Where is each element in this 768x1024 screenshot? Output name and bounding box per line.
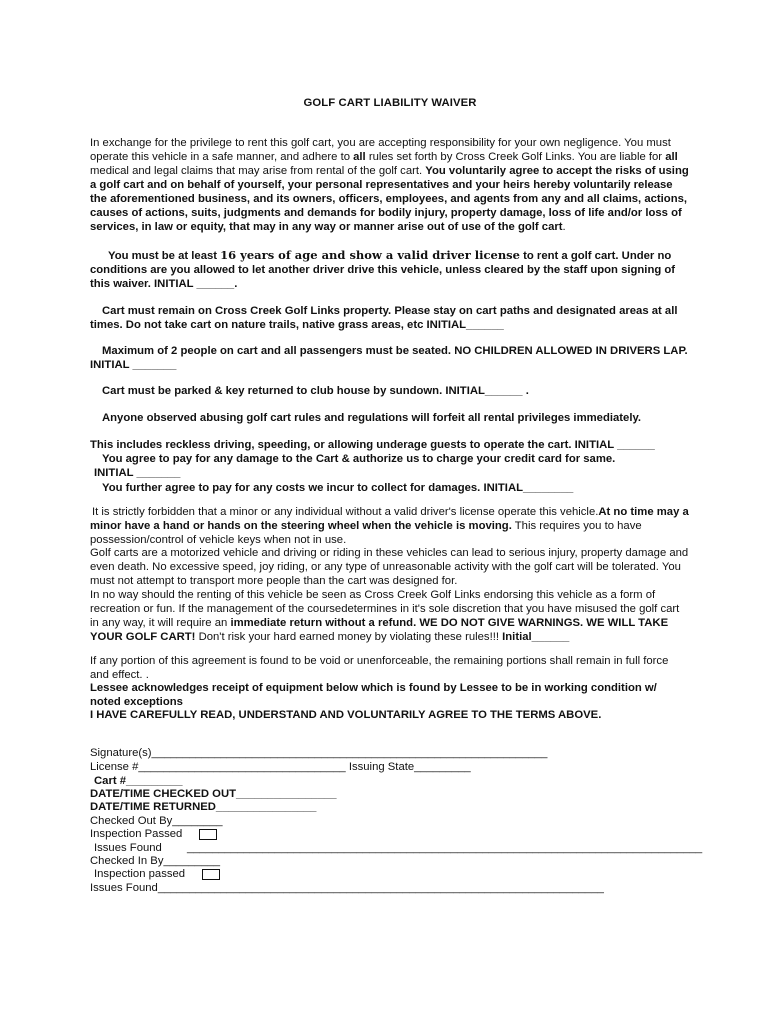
minor-text: It is strictly forbidden that a minor or any individual without a valid driver's license operate this vehicle. [92,506,599,518]
reckless-rule: This includes reckless driving, speeding, or allowing underage guests to operate the cart. INITIAL ______ [90,439,655,451]
age-rule-text: You must be at least [108,250,221,262]
checked-out-time-field[interactable]: DATE/TIME CHECKED OUT________________ [90,788,337,800]
age-requirement: 16 years of age and show a valid driver license [220,248,520,262]
inspection-passed-row-1 [90,827,217,841]
page-title: GOLF CART LIABILITY WAIVER [303,97,477,109]
issues-found-input-2[interactable]: Issues Found_______________________________________________________________________ [90,882,604,894]
age-rule-text: to rent a golf cart. Under no conditions are you allowed to let another driver drive this vehicle, unless cleared by the staff upon signing of this waiver. INITIAL ______. [90,250,676,290]
inspection-passed-row-2 [90,867,220,881]
rule-property: Cart must remain on Cross Creek Golf Links property. Please stay on cart paths and designated areas at all times. Do not take cart on nature trails, native grass areas, etc INITIAL______ [90,305,678,331]
release-clause: You voluntarily agree to accept the risks of using a golf cart and on behalf of yourself, your personal representatives and your heirs hereby voluntarily release the aforementioned business, and its owners, officers, employees, and agents from any and all claims, actions, causes of actions, suits, judgments and demands for bodily injury, property damage, loss of life and/or loss of services, in law or equity, that may in any way or manner arise out of use of the golf cart [90,165,689,233]
no-warnings-clause: immediate return without a refund. WE DO NOT GIVE WARNINGS. WE WILL TAKE YOUR GOLF CART! [90,617,669,643]
rule-passengers: Maximum of 2 people on cart and all passengers must be seated. NO CHILDREN ALLOWED IN DRIVERS LAP. INITIAL _______ [90,345,688,371]
minor-emphasis: At no time may a minor have a hand or hands on the steering wheel when the vehicle is moving. [90,506,689,532]
initial-field: Initial______ [499,631,570,643]
intro-text: In exchange for the privilege to rent this golf cart, you are accepting responsibility for your own negligence. You must operate this vehicle in a safe manner, and adhere to [90,137,671,163]
damage-rule: You agree to pay for any damage to the Cart & authorize us to charge your credit card for same. [102,453,616,465]
inspection-passed-label: Inspection Passed [90,828,183,840]
issues-found-input-1[interactable]: __________________________________________________________________________________ [186,842,703,854]
no-endorsement-text: determines in it's sole discretion that you have misused the golf cart in any way, it will require an [90,603,680,629]
damage-initial: INITIAL _______ [94,467,181,479]
issues-found-row-1 [90,841,702,855]
signature-field[interactable]: Signature(s)_______________________________________________________________ [90,747,548,759]
severability-paragraph: If any portion of this agreement is found to be void or unenforceable, the remaining portions shall remain in full force and effect. . [90,655,669,681]
license-input[interactable]: License #_________________________________ [90,761,346,773]
injury-paragraph: Golf carts are a motorized vehicle and driving or riding in these vehicles can lead to serious injury, property damage and even death. No excessive speed, joy riding, or any type of unreasonable activity with the golf cart will be tolerated. You must not attempt to transport more people than the cart was designed for. [90,547,689,587]
age-rule [90,248,690,291]
minor-text: This requires you to have possession/control of vehicle keys when not in use. [90,520,642,546]
issuing-state-input[interactable]: Issuing State_________ [348,761,471,773]
returned-time-field[interactable]: DATE/TIME RETURNED________________ [90,801,317,813]
issues-found-label: Issues Found [94,842,162,854]
checked-in-by-field[interactable]: Checked In By_________ [90,855,221,867]
collect-rule: You further agree to pay for any costs we incur to collect for damages. INITIAL________ [102,482,574,494]
checked-out-by-field[interactable]: Checked Out By________ [90,815,223,827]
intro-text: rules set forth by Cross Creek Golf Links. You are liable for [365,151,666,163]
no-endorsement-text: In no way should the renting of this vehicle be seen as Cross Creek Golf Links endorsing this vehicle as a form of recreation or fun. If the management of the course [90,589,656,615]
license-field [90,760,471,774]
rule-sundown: Cart must be parked & key returned to club house by sundown. INITIAL______ . [102,385,529,397]
intro-text: . [562,221,566,233]
intro-text: medical and legal claims that may arise from rental of the golf cart. [90,165,426,177]
no-endorsement-paragraph [90,588,690,644]
intro-emphasis: all [665,151,678,163]
inspection-passed-label: Inspection passed [94,868,186,880]
waiver-document [90,0,703,1024]
cart-number-field[interactable]: Cart #_________ [94,775,183,787]
agreement-statement: I HAVE CAREFULLY READ, UNDERSTAND AND VOLUNTARILY AGREE TO THE TERMS ABOVE. [90,709,602,721]
no-endorsement-text: Don't risk your hard earned money by violating these rules!!! [195,631,499,643]
inspection-checkbox-1[interactable] [199,829,217,840]
intro-emphasis: all [353,151,366,163]
rule-abuse: Anyone observed abusing golf cart rules and regulations will forfeit all rental privileges immediately. [102,412,642,424]
intro-paragraph [90,136,690,234]
minor-rule [90,505,690,547]
acknowledgement: Lessee acknowledges receipt of equipment below which is found by Lessee to be in working condition w/ noted exceptions [90,682,657,708]
inspection-checkbox-2[interactable] [202,869,220,880]
